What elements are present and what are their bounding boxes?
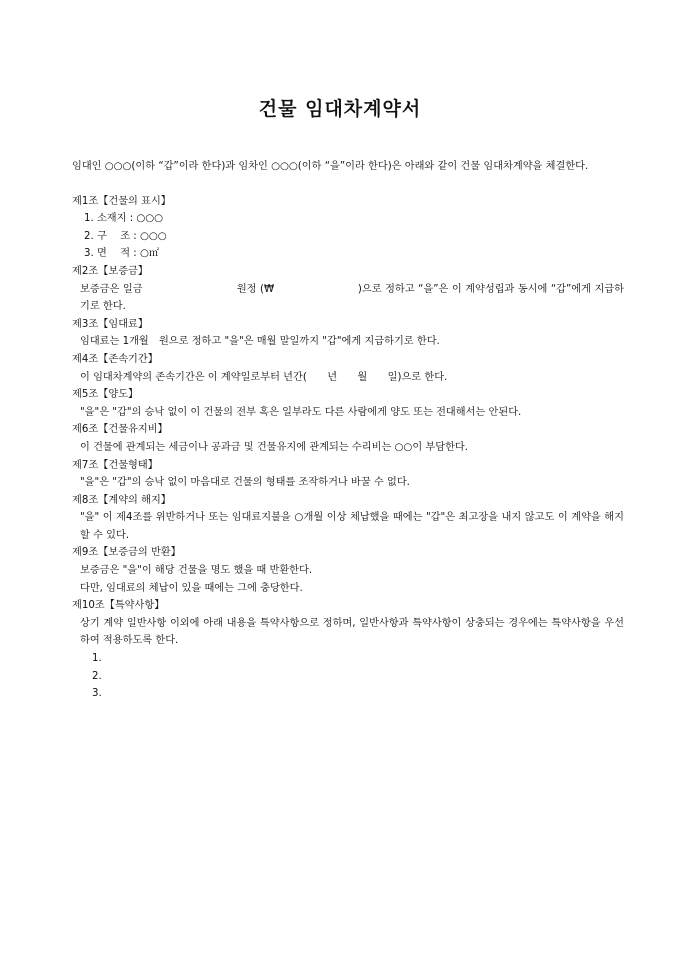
article-heading: 제3조【임대료】 <box>72 318 149 330</box>
article-heading: 제4조【존속기간】 <box>72 353 158 365</box>
property-area: 3. 면 적 : ○㎡ <box>84 248 160 260</box>
article-clause: 상기 계약 일반사항 이외에 아래 내용을 특약사항으로 정하며, 일반사항과 특약사항이 상충되는 경우에는 특약사항을 우선하여 적용하도록 한다. <box>80 617 624 647</box>
article-clause: 보증금은 일금 원정 (₩ )으로 정하고 “을”은 이 계약성립과 동시에 “갑”에게 지급하기로 한다. <box>80 283 624 313</box>
article-clause: 임대료는 1개월 원으로 정하고 "을"은 매월 말일까지 "갑"에게 지급하기로 한다. <box>80 336 440 348</box>
property-structure: 2. 구 조 : ○○○ <box>84 230 167 242</box>
article-clause: 이 건물에 관계되는 세금이나 공과금 및 건물유지에 관계되는 수리비는 ○○이 부담한다. <box>80 441 468 453</box>
property-location: 1. 소재지 : ○○○ <box>84 213 164 225</box>
article-heading: 제2조【보증금】 <box>72 265 149 277</box>
special-term-item: 3. <box>92 688 102 700</box>
special-term-item: 2. <box>92 670 102 682</box>
article-heading: 제10조【특약사항】 <box>72 600 165 612</box>
article-clause: "을"은 "갑"의 승낙 없이 이 건물의 전부 혹은 일부라도 다른 사람에게 양도 또는 전대해서는 안된다. <box>80 406 522 418</box>
article-heading: 제1조【건물의 표시】 <box>72 195 171 207</box>
article-heading: 제9조【보증금의 반환】 <box>72 547 181 559</box>
article-heading: 제7조【건물형태】 <box>72 459 158 471</box>
article-clause: "을" 이 제4조를 위반하거나 또는 임대료지불을 ○개월 이상 체납했을 때에는 "갑"은 최고장을 내지 않고도 이 계약을 해지할 수 있다. <box>80 512 624 541</box>
document-title: 건물 임대차계약서 <box>258 98 422 120</box>
intro-paragraph: 임대인 ○○○(이하 “갑”이라 한다)과 임차인 ○○○(이하 “을”이라 한다)은 아래와 같이 건물 임대차계약을 체결한다. <box>72 161 589 172</box>
special-term-item: 1. <box>92 653 102 665</box>
contract-body <box>72 158 624 703</box>
article-heading: 제8조【계약의 해지】 <box>72 494 171 506</box>
article-clause: 보증금은 "을"이 해당 건물을 명도 했을 때 반환한다. <box>80 565 313 577</box>
article-clause: "을"은 "갑"의 승낙 없이 마음대로 건물의 형태를 조작하거나 바꿀 수 없다. <box>80 477 410 489</box>
article-clause: 다만, 임대료의 체납이 있을 때에는 그에 충당한다. <box>80 582 303 594</box>
article-clause: 이 임대차계약의 존속기간은 이 계약일로부터 년간( 년 월 일)으로 한다. <box>80 371 448 383</box>
article-heading: 제5조【양도】 <box>72 389 139 401</box>
article-heading: 제6조【건물유지비】 <box>72 424 168 436</box>
